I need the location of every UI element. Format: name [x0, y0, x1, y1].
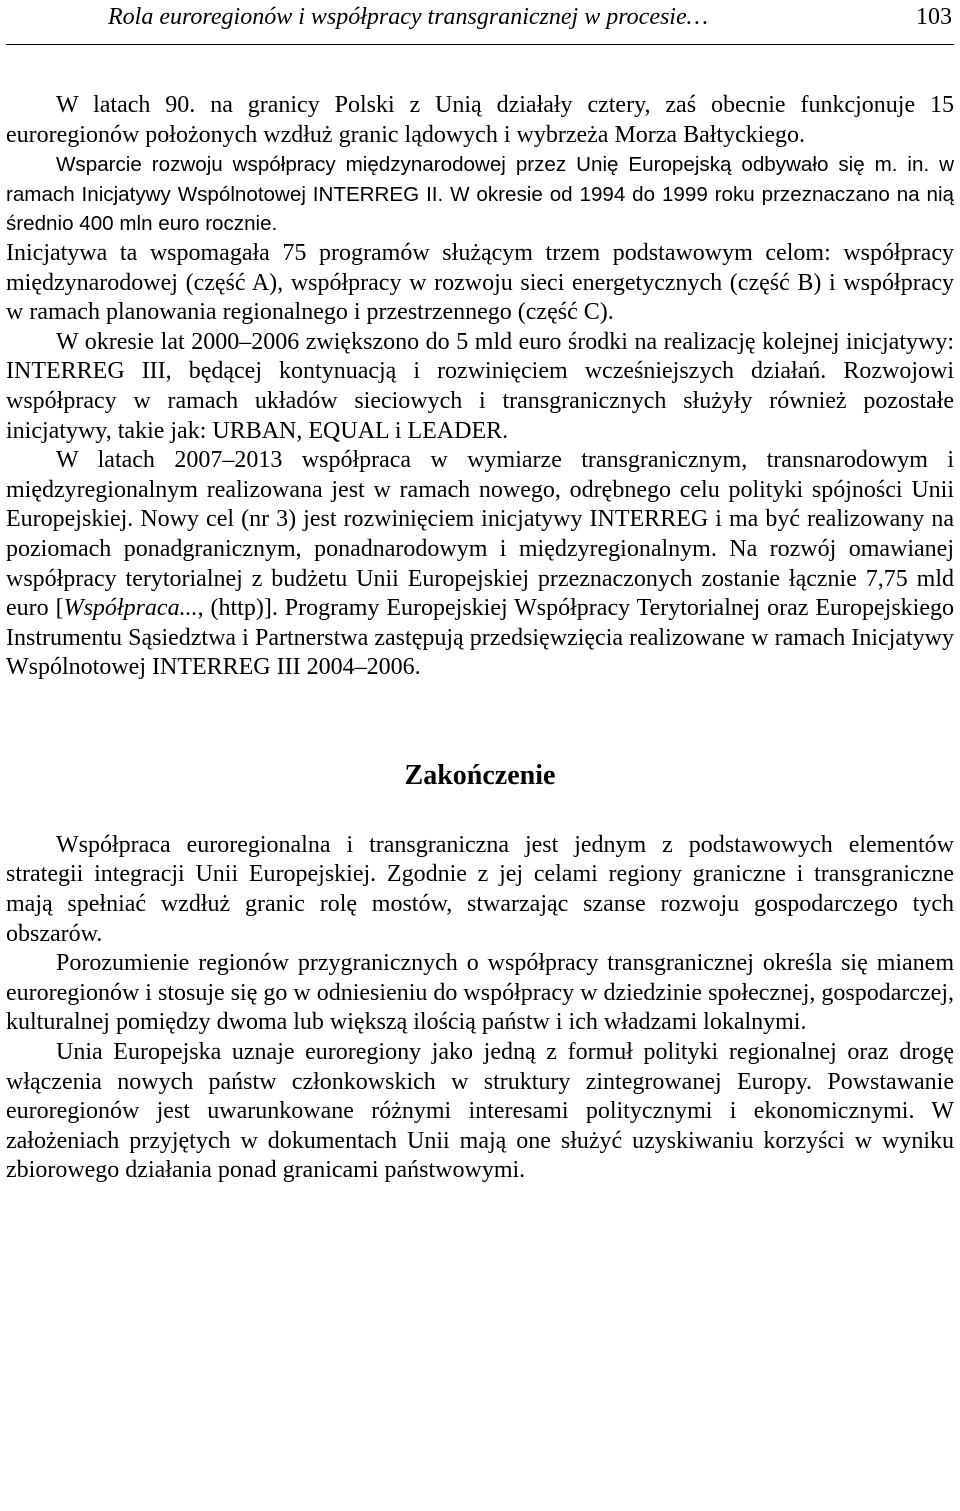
paragraph-unia-europejska: Unia Europejska uznaje euroregiony jako jedną z formuł polityki regionalnej oraz drogę włączenia nowych państw członkowskich w struktury zintegrowanej Europy. Powstawanie euroregionów jest uwarunkowane różnymi interesami politycznymi i ekonomicznymi. W założeniach przyjętych w dokumentach Unii mają one służyć uzyskiwaniu korzyści w wyniku zbiorowego działania ponad granicami państwowymi.: [6, 1039, 954, 1184]
paragraph-latach-2007-2013-part1: W latach 2007–2013 współpraca w wymiarze transgranicznym, transnarodowym i międzyregionalnym realizowana jest w ramach nowego, odrębnego celu polityki spójności Unii Europejskiej. Nowy cel (nr 3) jest rozwinięciem inicjatywy INTERREG i ma być realizowany na poziomach ponadgranicznym, ponadnarodowym i międzyregionalnym. Na rozwój omawianej współpracy terytorialnej z budżetu Unii Europejskiej przeznaczonych zostanie łącznie 7,75 mld euro [: [6, 447, 954, 622]
paragraph-inicjatywa: Inicjatywa ta wspomagała 75 programów służącym trzem podstawowym celom: współpracy międzynarodowej (część A), współpracy w rozwoju sieci energetycznych (część B) i współpracy w ramach planowania regionalnego i przestrzennego (część C).: [6, 239, 954, 326]
paragraph-porozumienie: Porozumienie regionów przygranicznych o współpracy transgranicznej określa się mianem euroregionów i stosuje się go w odniesieniu do współpracy w dziedzinie społecznej, gospodarczej, kulturalnej pomiędzy dwoma lub większą ilością państw i ich władzami lokalnymi.: [6, 950, 954, 1036]
paragraph-latach-2007-2013-part2: , (http)]. Programy Europejskiej Współpracy Terytorialnej oraz Europejskiego Instrumentu Sąsiedztwa i Partnerstwa zastępują przedsięwzięcia realizowane w ramach Inicjatywy Wspólnotowej INTERREG III 2004–2006.: [6, 595, 954, 681]
running-header: [6, 0, 954, 45]
paragraph-wsparcie-rozwoju: Wsparcie rozwoju współpracy międzynarodowej przez Unię Europejską odbywało się m. in. w ramach Inicjatywy Wspólnotowej INTERREG II. W okresie od 1994 do 1999 roku przeznaczano na nią średnio 400 mln euro rocznie.: [6, 153, 954, 236]
paragraph-okres-2000-2006: W okresie lat 2000–2006 zwiększono do 5 mld euro środki na realizację kolejnej inicjatywy: INTERREG III, będącej kontynuacją i rozwinięciem wcześniejszych działań. Rozwojowi współpracy w ramach układów sieciowych i transgranicznych służyły również pozostałe inicjatywy, takie jak: URBAN, EQUAL i LEADER.: [6, 328, 954, 444]
paragraph-latach-90: W latach 90. na granicy Polski z Unią działały cztery, zaś obecnie funkcjonuje 15 euroregionów położonych wzdłuż granic lądowych i wybrzeża Morza Bałtyckiego.: [6, 92, 954, 148]
running-title: Rola euroregionów i współpracy transgranicznej w procesie…: [108, 4, 708, 30]
main-text: [6, 91, 954, 1186]
page-number: 103: [916, 4, 952, 30]
paragraph-wspolpraca-euroregionalna: Współpraca euroregionalna i transgraniczna jest jednym z podstawowych elementów strategii integracji Unii Europejskiej. Zgodnie z jej celami regiony graniczne i transgraniczne mają spełniać wzdłuż granic rolę mostów, stwarzając szanse rozwoju gospodarczego tych obszarów.: [6, 831, 954, 947]
citation-wspolpraca: Współpraca...: [63, 595, 198, 622]
paragraph-latach-2007-2013: [6, 446, 954, 683]
section-heading: Zakończenie: [404, 759, 556, 791]
document-page: [6, 0, 954, 1186]
